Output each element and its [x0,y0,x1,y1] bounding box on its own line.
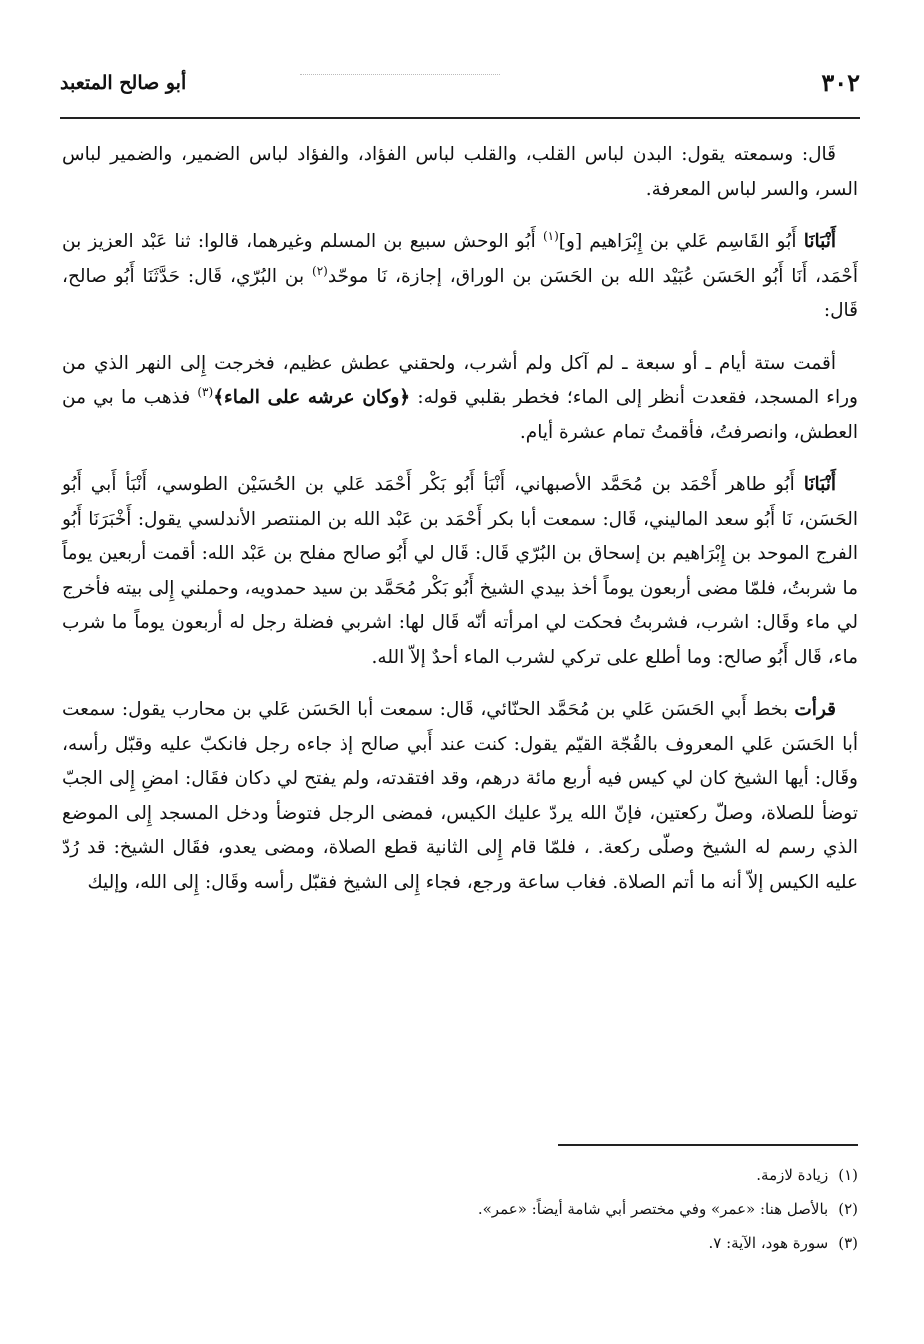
paragraph-lead-word: أَنْبَانَا [803,474,836,495]
paragraph-text: أَبُو الوحش سبيع بن المسلم وغيرهما، قالوا: ثنا عَبْد العزيز بن أَحْمَد، أَنَا أَبُو الحَسَن عُبَيْد الله بن الحَسَن بن الوراق، إجازة، نَا موحّد [62,231,858,287]
paragraph-text: أَبُو طاهر أَحْمَد بن مُحَمَّد الأصبهاني، أَنْبَأ أَبُو بَكْر أَحْمَد عَلي بن الحُسَيْن الطوسي، أَنْبَأ أَبي أَبُو الحَسَن، نَا أَبُو سعد الماليني، قَال: سمعت أبا بكر أَحْمَد بن عَبْد الله بن المنتصر الأندلسي يقول: أَخْبَرَنَا أَبُو الفرج الموحد بن إِبْرَاهيم بن إسحاق بن البُرّي قَال: قَال لي أَبُو صالح مفلح بن عَبْد الله: أقمت أربعين يوماً ما شربتُ، فلمّا مضى أربعون يوماً أخذ بيدي الشيخ أَبُو بَكْر مُحَمَّد بن سيد حمدويه، وحملني إِلى بيته فأخرج لي ماء وقَال: اشرب، فشربتُ فحكت لي امرأته أنّه قَال لها: اشربي فضلة رجل له أربعون يوماً ما شرب ماء، قَال أَبُو صالح: وما أطلع على تركي لشرب الماء أحدٌ إلاّ الله. [62,474,858,668]
quran-quote: ﴿وكان عرشه على الماء﴾ [213,387,411,408]
main-text [62,138,858,918]
footnote-ref-2: (٢) [312,263,328,278]
paragraph-text: بن البُرّي، قَال: حَدَّثَنَا أَبُو صالح، قَال: [62,265,858,321]
footnote-ref-1: (١) [542,228,559,243]
footnote-text: سورة هود، الآية: ٧. [708,1234,829,1252]
footnote-number: (٣) [838,1234,858,1252]
paragraph-5 [62,693,858,900]
paragraph-text: بخط أَبي الحَسَن عَلي بن مُحَمَّد الحنّائي، قَال: سمعت أبا الحَسَن عَلي بن محارب يقول: سمعت أبا الحَسَن عَلي المعروف بالقُجّة القيّم يقول: كنت عند أَبي صالح إذ جاءه رجل فانكبّ عليه وقبّل رأسه، وقَال: أيها الشيخ كان لي كيس فيه أربع مائة درهم، وقد افتقدته، ولم يفتح لي دكان فقَال: امضِ إِلى الجبّ توضأ للصلاة، وصلّ ركعتين، فإنّ الله يردّ عليك الكيس، فمضى الرجل فتوضأ ودخل المسجد إِلى الموضع الذي رسم له الشيخ وصلّى ركعة. ، فلمّا قام إِلى الثانية قطع الصلاة، ومضى يعدو، فقَال الشيخ: قد رُدّ عليه الكيس إلاّ أنه ما أتم الصلاة. فغاب ساعة ورجع، فجاء إِلى الشيخ فقبّل رأسه وقَال: إِلى الله، وإليك [62,699,858,893]
paragraph-3 [62,347,858,451]
header-rule [60,117,860,119]
paragraph-text: قَال: وسمعته يقول: البدن لباس القلب، والقلب لباس الفؤاد، والفؤاد لباس الضمير، والضمير لباس السر، والسر لباس المعرفة. [62,144,858,200]
page-number: ٣٠٢ [821,68,860,97]
footnotes [62,1158,858,1260]
paragraph-lead-word: قرأت [794,699,836,720]
paragraph-2 [62,225,858,329]
paragraph-1 [62,138,858,207]
footnote-3 [62,1226,858,1260]
faint-scan-line [300,74,500,75]
footnote-2 [62,1192,858,1226]
footnote-rule [558,1144,858,1146]
paragraph-4 [62,468,858,675]
footnote-number: (١) [838,1166,858,1184]
footnote-text: بالأصل هنا: «عمر» وفي مختصر أبي شامة أيضاً: «عمر». [477,1200,829,1218]
paragraph-text: أقمت ستة أيام ـ أو سبعة ـ لم آكل ولم أشرب، ولحقني عطش عظيم، فخرجت إِلى النهر الذي من وراء المسجد، فقعدت أنظر إلى الماء؛ فخطر بقلبي قوله: [62,352,858,408]
footnote-ref-3: (٣) [197,384,214,399]
footnote-text: زيادة لازمة. [756,1166,829,1184]
footnote-number: (٢) [838,1200,858,1218]
paragraph-lead-word: أَنْبَانَا [803,231,836,252]
running-title: أبو صالح المتعبد [60,72,187,94]
paragraph-text: فذهب ما بي من العطش، وانصرفتُ، فأقمتُ تمام عشرة أيام. [62,387,858,443]
paragraph-text: أَبُو القَاسِم عَلي بن إِبْرَاهيم [و] [558,231,797,252]
footnote-1 [62,1158,858,1192]
